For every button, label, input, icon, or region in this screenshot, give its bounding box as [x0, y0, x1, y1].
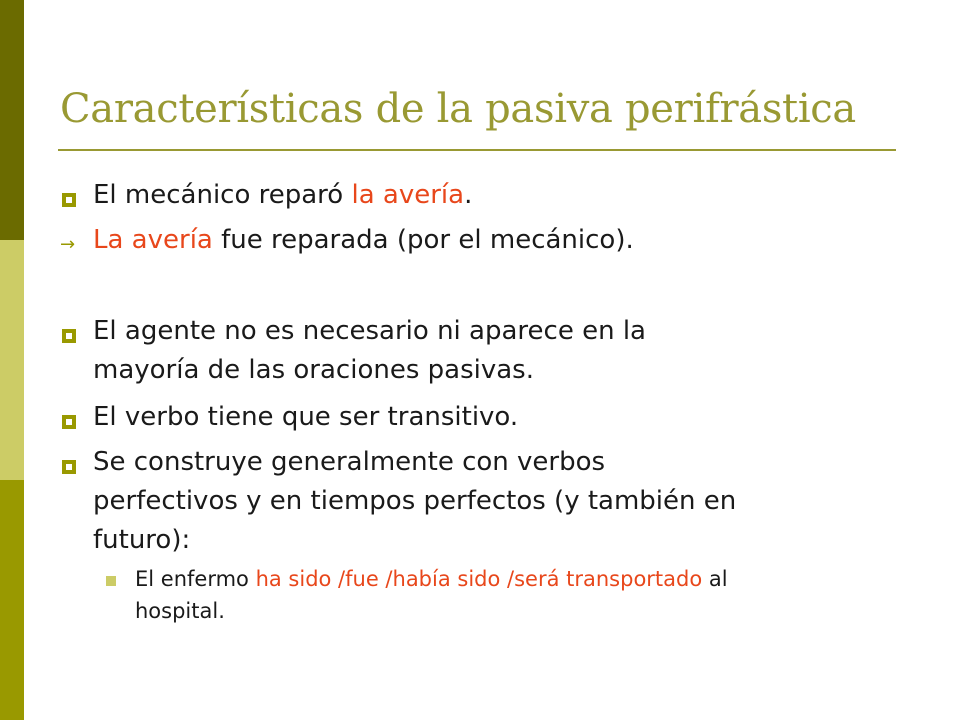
- slide-title: Características de la pasiva perifrástica: [60, 86, 856, 132]
- bullet-active-sentence: [93, 180, 472, 210]
- bullet-construction-line-3: futuro):: [93, 525, 191, 555]
- sub-bullet-text-end: al: [702, 567, 728, 591]
- sub-bullet-text: El enfermo: [135, 567, 256, 591]
- square-bullet-icon: [62, 415, 76, 429]
- square-bullet-icon: [62, 329, 76, 343]
- arrow-bullet-icon: →: [60, 234, 76, 255]
- bullet-passive-sentence: [93, 225, 634, 255]
- bullet-1-period: .: [464, 180, 473, 210]
- bullet-agent-line-2: mayoría de las oraciones pasivas.: [93, 355, 534, 385]
- bullet-agent-line-1: El agente no es necesario ni aparece en la: [93, 316, 646, 346]
- square-bullet-icon: [62, 193, 76, 207]
- bullet-construction-line-1: Se construye generalmente con verbos: [93, 447, 606, 477]
- sub-bullet-example-line-1: [135, 567, 728, 591]
- title-underline: [58, 149, 896, 151]
- bullet-transitive: El verbo tiene que ser transitivo.: [93, 402, 519, 432]
- bullet-construction-line-2: perfectivos y en tiempos perfectos (y también en: [93, 486, 737, 516]
- bullet-2-highlight: La avería: [93, 225, 213, 255]
- left-bar-dark-segment: [0, 0, 24, 240]
- bullet-1-highlight: la avería: [351, 180, 465, 210]
- sub-bullet-example-line-2: hospital.: [135, 599, 225, 623]
- filled-square-bullet-icon: [106, 576, 116, 586]
- bullet-1-text: El mecánico reparó: [93, 180, 352, 210]
- left-decorative-bar: [0, 0, 24, 720]
- left-bar-light-segment: [0, 240, 24, 480]
- square-bullet-icon: [62, 460, 76, 474]
- sub-bullet-highlight: ha sido /fue /había sido /será transportado: [255, 567, 703, 591]
- bullet-2-text: fue reparada (por el mecánico).: [212, 225, 634, 255]
- left-bar-olive-segment: [0, 480, 24, 720]
